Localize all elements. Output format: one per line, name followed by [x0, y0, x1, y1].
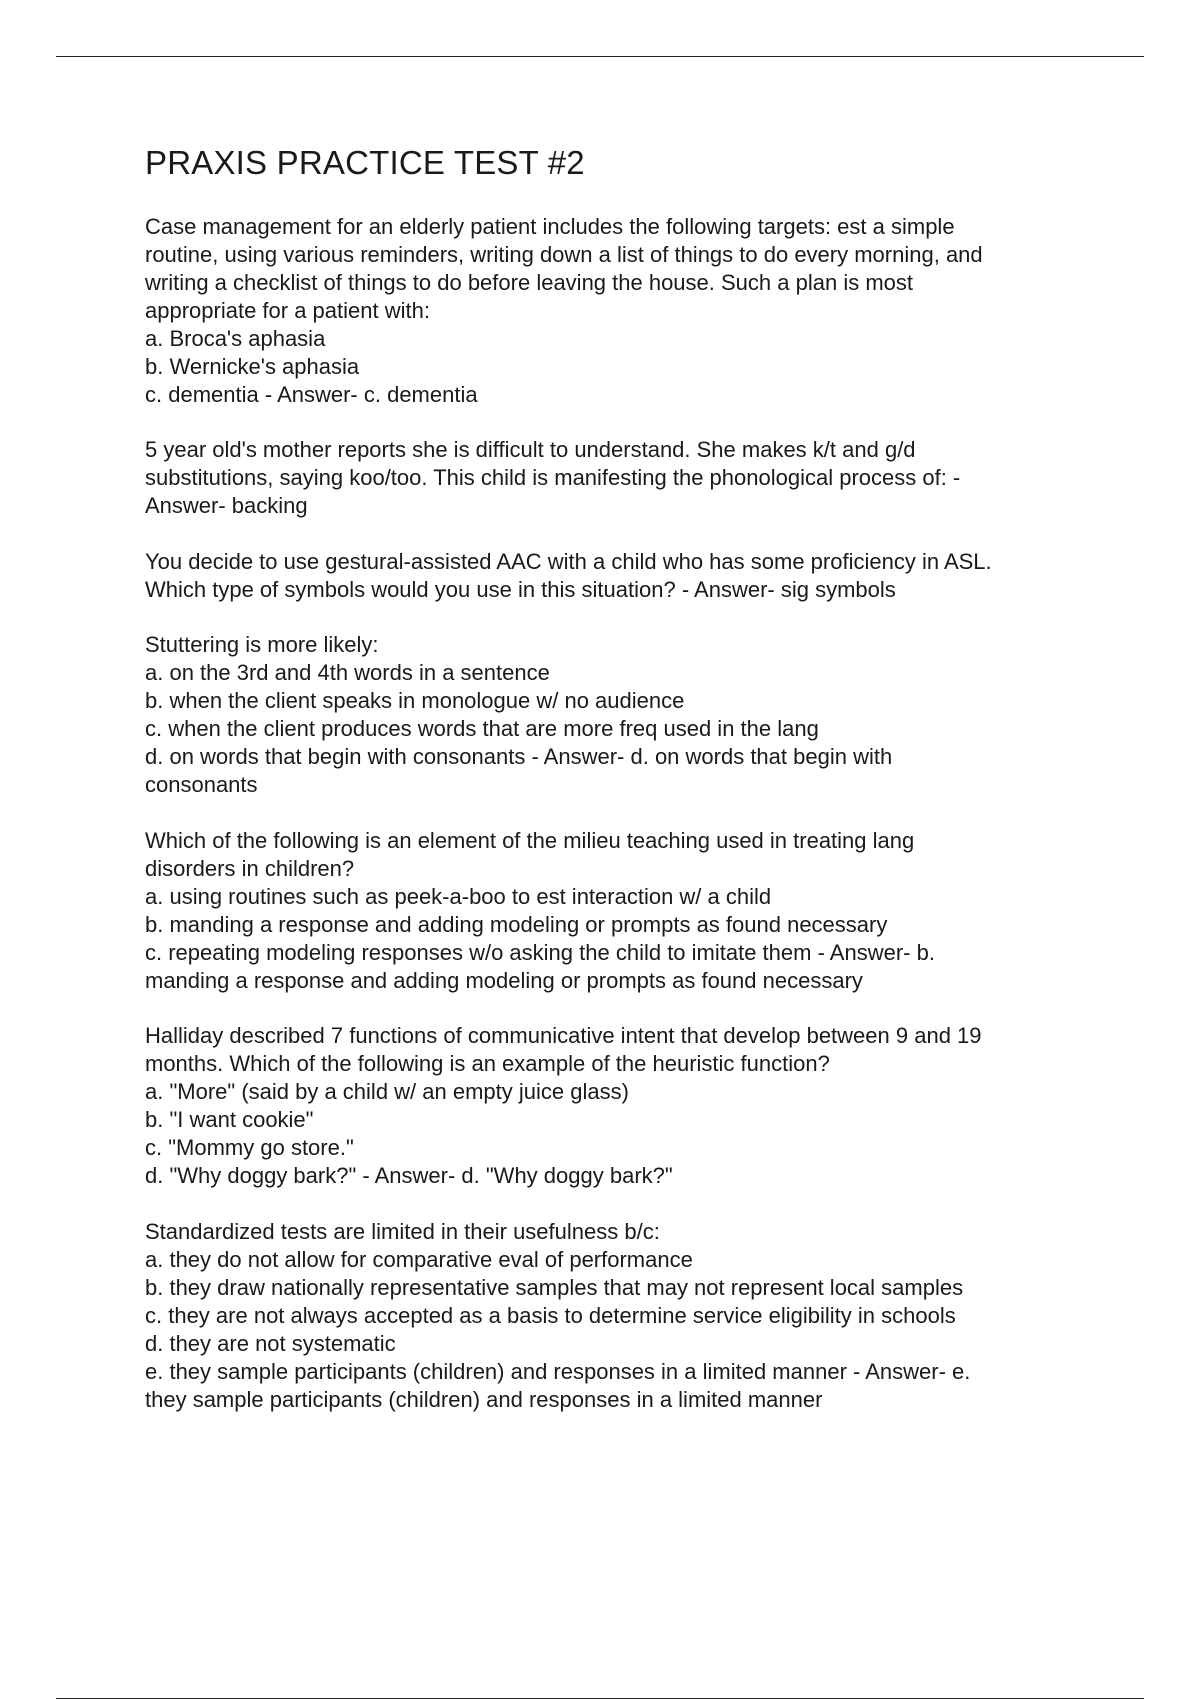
answer-option: c. "Mommy go store.": [145, 1135, 354, 1161]
answer-option: d. they are not systematic: [145, 1330, 396, 1356]
answer-option: e. they sample participants (children) and responses in a limited manner - Answer- e.: [145, 1358, 971, 1384]
answer-option: b. manding a response and adding modeling or prompts as found necessary: [145, 911, 888, 937]
answer-option: manding a response and adding modeling or prompts as found necessary: [145, 967, 863, 993]
question-line: writing a checklist of things to do before leaving the house. Such a plan is most: [145, 269, 913, 295]
question-line: Answer- backing: [145, 493, 308, 519]
answer-option: d. on words that begin with consonants - Answer- d. on words that begin with: [145, 744, 893, 770]
answer-option: a. "More" (said by a child w/ an empty juice glass): [145, 1079, 629, 1105]
answer-option: b. Wernicke's aphasia: [145, 353, 360, 379]
answer-option: c. repeating modeling responses w/o asking the child to imitate them - Answer- b.: [145, 939, 935, 965]
answer-option: a. on the 3rd and 4th words in a sentence: [145, 660, 550, 686]
answer-option: c. dementia - Answer- c. dementia: [145, 381, 478, 407]
question-line: appropriate for a patient with:: [145, 297, 430, 323]
question-line: months. Which of the following is an example of the heuristic function?: [145, 1051, 830, 1077]
question-line: Standardized tests are limited in their usefulness b/c:: [145, 1218, 660, 1244]
question-block: [145, 213, 1105, 409]
question-block: [145, 1218, 1105, 1414]
answer-option: c. when the client produces words that are more freq used in the lang: [145, 716, 819, 742]
question-line: Halliday described 7 functions of communicative intent that develop between 9 and 19: [145, 1023, 982, 1049]
answer-option: b. "I want cookie": [145, 1107, 314, 1133]
answer-option: d. "Why doggy bark?" - Answer- d. "Why doggy bark?": [145, 1163, 673, 1189]
document-body: [145, 143, 1105, 1441]
question-line: routine, using various reminders, writing down a list of things to do every morning, and: [145, 241, 983, 267]
answer-option: a. they do not allow for comparative eval of performance: [145, 1246, 693, 1272]
question-block: [145, 827, 1105, 995]
question-line: You decide to use gestural-assisted AAC with a child who has some proficiency in ASL.: [145, 548, 992, 574]
answer-option: a. Broca's aphasia: [145, 325, 326, 351]
question-line: substitutions, saying koo/too. This child is manifesting the phonological process of: -: [145, 465, 961, 491]
question-line: Which type of symbols would you use in this situation? - Answer- sig symbols: [145, 576, 896, 602]
answer-option: b. when the client speaks in monologue w/ no audience: [145, 688, 685, 714]
question-line: Case management for an elderly patient includes the following targets: est a simple: [145, 213, 955, 239]
question-line: Stuttering is more likely:: [145, 632, 379, 658]
top-rule: [56, 56, 1144, 57]
question-block: [145, 631, 1105, 799]
answer-option: they sample participants (children) and responses in a limited manner: [145, 1386, 823, 1412]
question-block: [145, 1022, 1105, 1190]
answer-option: b. they draw nationally representative samples that may not represent local samples: [145, 1274, 964, 1300]
answer-option: c. they are not always accepted as a basis to determine service eligibility in schools: [145, 1302, 956, 1328]
answer-option: consonants: [145, 772, 258, 798]
question-line: 5 year old's mother reports she is difficult to understand. She makes k/t and g/d: [145, 437, 916, 463]
bottom-rule: [56, 1698, 1144, 1699]
question-line: Which of the following is an element of the milieu teaching used in treating lang: [145, 827, 915, 853]
question-block: [145, 436, 1105, 520]
page-title: PRAXIS PRACTICE TEST #2: [145, 144, 585, 181]
answer-option: a. using routines such as peek-a-boo to est interaction w/ a child: [145, 883, 772, 909]
question-line: disorders in children?: [145, 855, 355, 881]
question-block: [145, 548, 1105, 604]
